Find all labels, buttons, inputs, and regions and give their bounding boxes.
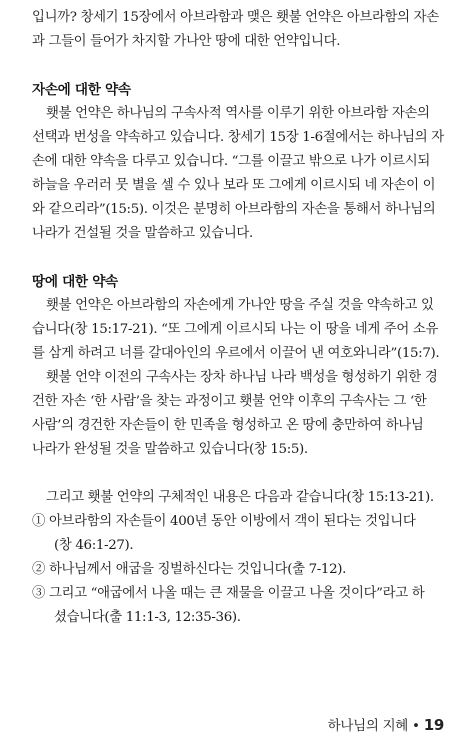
paragraph-line: 와 같으리라”(15:5). 이것은 분명히 아브라함의 자손을 통해서 하나님의 [32, 202, 436, 217]
covenant-content-list [32, 486, 444, 630]
intro-paragraph [32, 6, 444, 54]
paragraph-line: 횃불 언약은 하나님의 구속사적 역사를 이루기 위한 아브라함 자손의 [46, 106, 430, 121]
paragraph-line: 나라가 완성될 것을 말씀하고 있습니다(창 15:5). [32, 442, 308, 457]
footer-separator: • [412, 718, 420, 734]
list-item-continuation: 셨습니다(출 11:1-3, 12:35-36). [54, 610, 241, 625]
page-body [32, 6, 444, 630]
intro-line: 과 그들이 들어가 차지할 가나안 땅에 대한 언약입니다. [32, 34, 341, 49]
paragraph-line: 선택과 번성을 약속하고 있습니다. 창세기 15장 1-6절에서는 하나님의 자 [32, 130, 444, 145]
paragraph-line: 건한 자손 ‘한 사람’을 찾는 과정이고 횃불 언약 이후의 구속사는 그 ‘한 [32, 394, 427, 409]
section-heading-descendants: 자손에 대한 약속 [32, 82, 131, 98]
section-paragraph-land [32, 294, 444, 462]
section-heading-land: 땅에 대한 약속 [32, 274, 118, 290]
list-item: ③ 그리고 “애굽에서 나올 때는 큰 재물을 이끌고 나올 것이다”라고 하 [32, 586, 425, 601]
paragraph-line: 횃불 언약은 아브라함의 자손에게 가나안 땅을 주실 것을 약속하고 있 [46, 298, 434, 313]
paragraph-line: 하늘을 우러러 뭇 별을 셀 수 있나 보라 또 그에게 이르시되 네 자손이 이 [32, 178, 436, 193]
page-number: 19 [423, 716, 444, 734]
paragraph-line: 손에 대한 약속을 다루고 있습니다. “그를 이끌고 밖으로 나가 이르시되 [32, 154, 430, 169]
section-paragraph-descendants [32, 102, 444, 246]
intro-line: 입니까? 창세기 15장에서 아브라함과 맺은 횃불 언약은 아브라함의 자손 [32, 10, 439, 25]
list-item: ② 하나님께서 애굽을 징벌하신다는 것입니다(출 7-12). [32, 562, 347, 577]
book-title: 하나님의 지혜 [327, 718, 409, 734]
page-footer [328, 714, 444, 734]
list-intro-line: 그리고 횃불 언약의 구체적인 내용은 다음과 같습니다(창 15:13-21). [46, 490, 434, 505]
paragraph-line: 나라가 건설될 것을 말씀하고 있습니다. [32, 226, 253, 241]
paragraph-line: 를 삼게 하려고 너를 갈대아인의 우르에서 이끌어 낸 여호와니라”(15:7). [32, 346, 440, 361]
list-item-continuation: (창 46:1-27). [54, 538, 134, 553]
paragraph-line: 횃불 언약 이전의 구속사는 장차 하나님 나라 백성을 형성하기 위한 경 [46, 370, 438, 385]
paragraph-line: 습니다(창 15:17-21). “또 그에게 이르시되 나는 이 땅을 네게 주어 소유 [32, 322, 439, 337]
paragraph-line: 사람’의 경건한 자손들이 한 민족을 형성하고 온 땅에 충만하여 하나님 [32, 418, 424, 433]
list-item: ① 아브라함의 자손들이 400년 동안 이방에서 객이 된다는 것입니다 [32, 514, 416, 529]
